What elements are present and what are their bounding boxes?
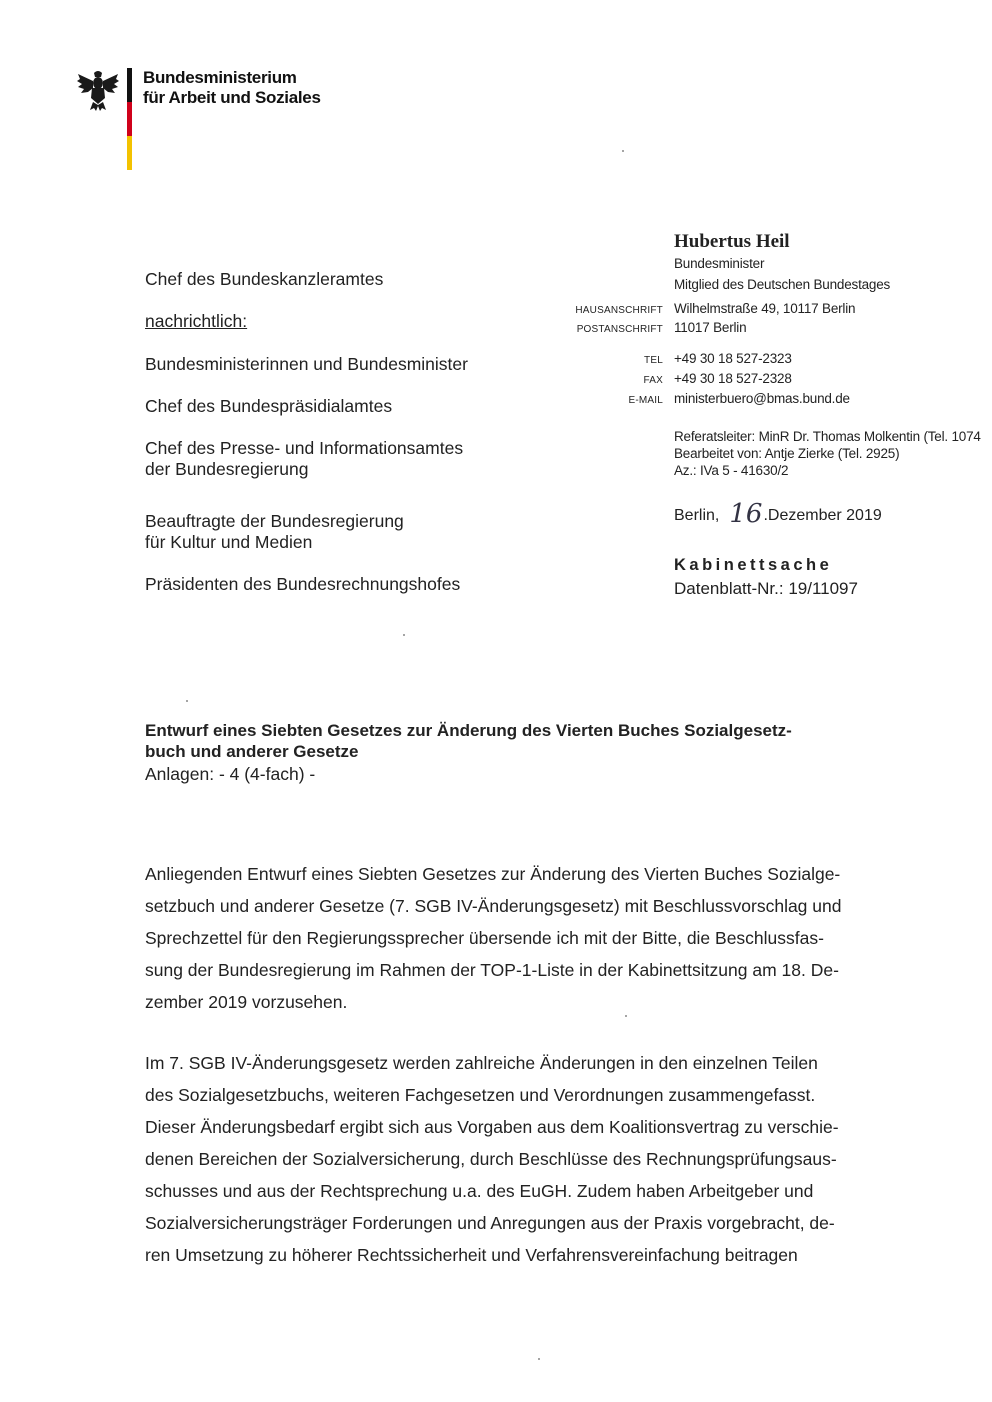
sender-name: Hubertus Heil (674, 231, 790, 252)
attachments-line: Anlagen: - 4 (4-fach) - (145, 764, 316, 784)
email-label: E-MAIL (628, 395, 663, 406)
tel-value: +49 30 18 527-2323 (674, 351, 792, 366)
recipient-primary: Chef des Bundeskanzleramtes (145, 269, 384, 289)
paragraph-line: des Sozialgesetzbuchs, weiteren Fachgesetzen und Verordnungen zusammengefasst. (145, 1085, 816, 1105)
paragraph-line: Im 7. SGB IV-Änderungsgesetz werden zahlreiche Änderungen in den einzelnen Teilen (145, 1053, 818, 1073)
dateline-city: Berlin, (674, 507, 720, 524)
flag-stripe-red (127, 102, 132, 136)
aktenzeichen: Az.: IVa 5 - 41630/2 (674, 463, 789, 478)
subject-line2: buch und anderer Gesetze (145, 742, 359, 761)
paragraph-line: Anliegenden Entwurf eines Siebten Gesetzes zur Änderung des Vierten Buches Sozialge- (145, 864, 841, 884)
cc-recipient-rechnungshof: Präsidenten des Bundesrechnungshofes (145, 574, 461, 594)
cc-recipient-presseamt-line2: der Bundesregierung (145, 459, 309, 479)
cc-label: nachrichtlich: (145, 311, 248, 331)
paragraph-line: setzbuch und anderer Gesetze (7. SGB IV-Änderungsgesetz) mit Beschlussvorschlag und (145, 896, 842, 916)
bearbeitet-von: Bearbeitet von: Antje Zierke (Tel. 2925) (674, 446, 900, 461)
body-paragraph-1 (145, 858, 880, 1018)
scan-speck (622, 150, 624, 152)
paragraph-line: sung der Bundesregierung im Rahmen der TOP-1-Liste in der Kabinettsitzung am 18. De- (145, 960, 839, 980)
sender-title: Bundesminister (674, 256, 765, 271)
scan-speck (538, 1358, 540, 1360)
flag-stripe-black (127, 68, 132, 102)
paragraph-line: denen Bereichen der Sozialversicherung, durch Beschlüsse des Rechnungsprüfungsaus- (145, 1149, 837, 1169)
cc-recipient-praesidialamt: Chef des Bundespräsidialamtes (145, 396, 393, 416)
subject-line1: Entwurf eines Siebten Gesetzes zur Änderung des Vierten Buches Sozialgesetz- (145, 721, 792, 740)
ministry-name-line1: Bundesministerium (143, 68, 297, 87)
postanschrift-value: 11017 Berlin (674, 320, 747, 335)
hausanschrift-label: HAUSANSCHRIFT (575, 305, 663, 316)
cc-recipient-kultur-line2: für Kultur und Medien (145, 532, 313, 552)
fax-value: +49 30 18 527-2328 (674, 371, 792, 386)
paragraph-line: schusses und aus der Rechtsprechung u.a. des EuGH. Zudem haben Arbeitgeber und (145, 1181, 814, 1201)
fax-label: FAX (643, 375, 663, 386)
flag-stripe-gold (127, 136, 132, 170)
dateline-month-year: .Dezember 2019 (763, 507, 882, 524)
paragraph-line: ren Umsetzung zu höherer Rechtssicherheit und Verfahrensvereinfachung beitragen (145, 1245, 798, 1265)
ministry-name-line2: für Arbeit und Soziales (143, 88, 321, 107)
scan-speck (403, 634, 405, 636)
tel-label: TEL (644, 355, 663, 366)
datenblatt-number: Datenblatt-Nr.: 19/11097 (674, 579, 858, 598)
hausanschrift-value: Wilhelmstraße 49, 10117 Berlin (674, 301, 856, 316)
referatsleiter: Referatsleiter: MinR Dr. Thomas Molkentin (Tel. 1074 (674, 429, 981, 444)
email-value: ministerbuero@bmas.bund.de (674, 391, 850, 406)
cc-recipient-presseamt-line1: Chef des Presse- und Informationsamtes (145, 438, 464, 458)
postanschrift-label: POSTANSCHRIFT (576, 324, 663, 335)
scan-speck (186, 700, 188, 702)
sender-role: Mitglied des Deutschen Bundestages (674, 277, 891, 292)
dateline-handwritten-day: 16 (729, 499, 763, 529)
kabinettsache-label: Kabinettsache (674, 556, 833, 574)
cc-recipient-kultur-line1: Beauftragte der Bundesregierung (145, 511, 404, 531)
subject-heading (145, 720, 865, 762)
paragraph-line: Sprechzettel für den Regierungssprecher übersende ich mit der Bitte, die Beschlussfas- (145, 928, 824, 948)
paragraph-line: Dieser Änderungsbedarf ergibt sich aus Vorgaben aus dem Koalitionsvertrag zu verschie- (145, 1117, 839, 1137)
federal-eagle-logo (76, 66, 120, 112)
paragraph-line: Sozialversicherungsträger Forderungen und Anregungen aus der Praxis vorgebracht, de- (145, 1213, 835, 1233)
scan-speck (625, 1015, 627, 1017)
paragraph-line: zember 2019 vorzusehen. (145, 992, 348, 1012)
cc-recipient-ministers: Bundesministerinnen und Bundesminister (145, 354, 468, 374)
body-paragraph-2 (145, 1047, 880, 1271)
dateline (674, 497, 882, 527)
